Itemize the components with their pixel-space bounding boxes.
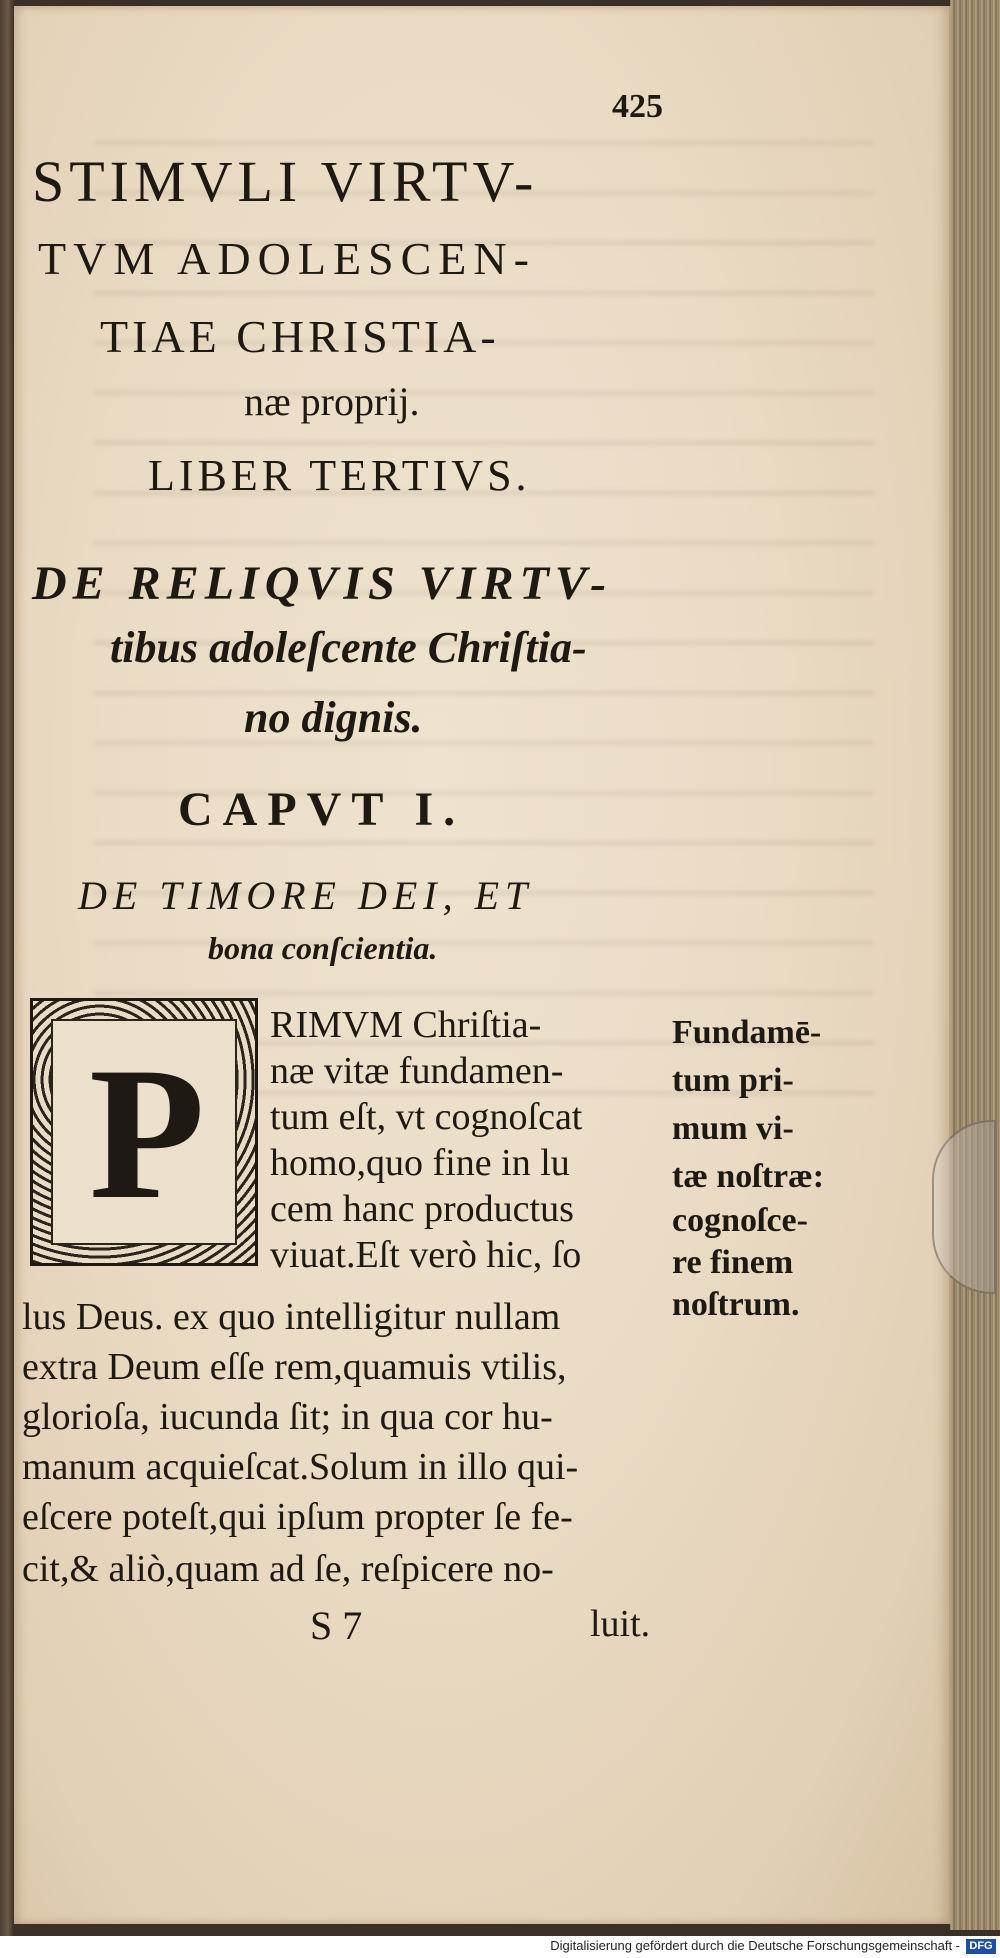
body-line: eſcere poteſt,qui ipſum propter ſe fe- [22,1496,573,1538]
signature-mark: S 7 [310,1603,363,1648]
margin-note-line: Fundamē- [672,1014,822,1051]
body-line: homo,quo fine in lu [270,1142,570,1184]
book-heading: LIBER TERTIVS. [148,451,531,500]
body-line: tum eſt, vt cognoſcat [270,1096,583,1138]
decorated-initial [30,998,258,1266]
page-number: 425 [612,88,663,125]
margin-note-line: mum vi- [672,1110,794,1147]
section-title-line-2: tibus adoleſcente Chriſtia- [110,623,587,672]
margin-note-line: noſtrum. [672,1286,800,1323]
section-title-line-1: DE RELIQVIS VIRTV- [32,557,613,610]
body-line: manum acquieſcat.Solum in illo qui- [22,1446,579,1488]
book-page [14,6,951,1924]
chapter-subtitle-line-2: bona conſcientia. [208,930,438,966]
body-line: cem hanc productus [270,1188,574,1230]
chapter-heading: CAPVT I. [178,783,466,836]
chapter-subtitle-line-1: DE TIMORE DEI, ET [78,873,534,918]
page-clip [932,1120,996,1294]
margin-note-line: re finem [672,1244,794,1281]
catchword: luit. [590,1603,651,1645]
body-line: cit,& aliò,quam ad ſe, reſpicere no- [22,1548,554,1590]
dfg-logo[interactable]: DFG [966,1939,996,1954]
title-line-4: næ proprij. [244,379,420,424]
page-edge [950,0,1000,1930]
body-line: viuat.Eſt verò hic, ſo [270,1234,582,1276]
body-line: glorioſa, iucunda ſit; in qua cor hu- [22,1396,553,1438]
initial-letter: P [89,1029,206,1239]
body-line: extra Deum eſſe rem,quamuis vtilis, [22,1346,567,1388]
body-line: næ vitæ fundamen- [270,1050,564,1092]
initial-frame [51,1019,237,1245]
title-line-3: TIAE CHRISTIA- [100,311,500,362]
title-line-2: TVM ADOLESCEN- [38,233,536,284]
title-line-1: STIMVLI VIRTV- [32,149,539,214]
margin-note-line: tum pri- [672,1062,794,1099]
body-line: RIMVM Chriſtia- [270,1004,542,1046]
section-title-line-3: no dignis. [244,693,423,742]
margin-note-line: cognoſce- [672,1202,808,1239]
margin-note-line: tæ noſtræ: [672,1158,825,1195]
footer-credit: Digitalisierung gefördert durch die Deutsche Forschungsgemeinschaft - [550,1938,960,1953]
body-line: lus Deus. ex quo intelligitur nullam [22,1296,561,1338]
